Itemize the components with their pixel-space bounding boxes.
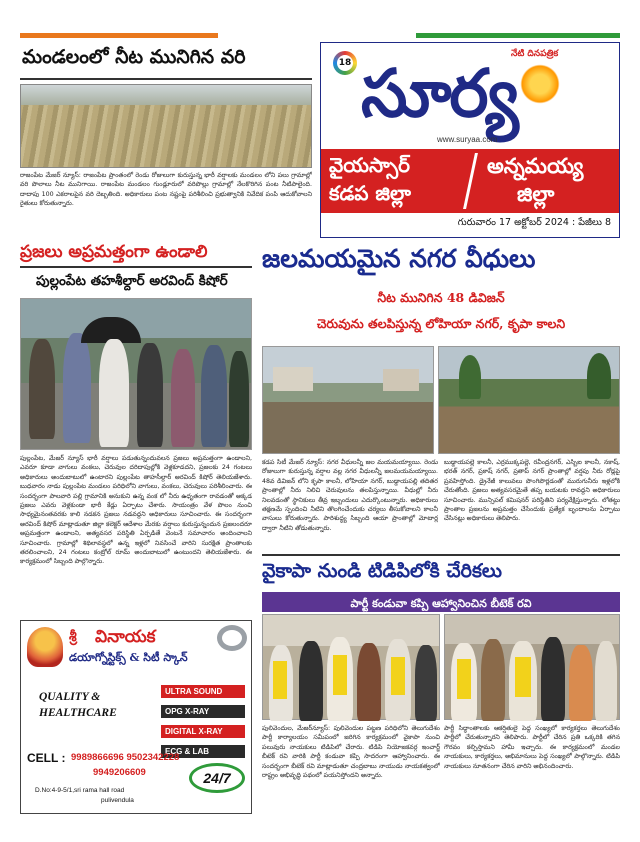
alert-headline-rule bbox=[20, 266, 252, 268]
join-photo-left bbox=[262, 614, 440, 720]
ad-service-digital-xray: DIGITAL X-RAY bbox=[161, 725, 245, 738]
ad-cell-label: CELL : bbox=[27, 751, 66, 765]
city-body-right: బుడ్డాయపల్లె కాలనీ, ఎర్రముక్కపల్లె, రవీంద్రనగర్, ఎస్బిఐ కాలనీ, నకాష్, భరత్ నగర్, ప్రకాష్ నగర్, ప్రతాప్ నగర్ ప్రాంతాల్లో వర్షపు నీరు రోడ్లపై ప్రవహిస్తోంది. డ్రైనేజీ కాలువలు పొంగిపొర్లడంతో మురుగునీరు ఇళ్లలోకి చేరుతోంది. ప్రజలు అత్యవసరమైతే తప్ప బయటకు రావద్దని అధికారులు సూచించారు. మున్సిపల్ కమిషనర్ పరిస్థితిని పర్యవేక్షిస్తున్నారు. లోతట్టు ప్రాంతాల ప్రజలను అప్రమత్తం చేసేందుకు ప్రత్యేక బృందాలను ఏర్పాటు చేసినట్లు అధికారులు తెలిపారు. bbox=[444, 459, 620, 523]
ad-phones-2: 9949206609 bbox=[93, 767, 146, 778]
join-photo-right bbox=[444, 614, 620, 720]
masthead-url: www.suryaa.com bbox=[437, 135, 498, 144]
masthead bbox=[320, 42, 620, 238]
ad-brand-name: వినాయక bbox=[95, 627, 156, 647]
edition-divider bbox=[463, 153, 478, 209]
ad-service-opg: OPG X-RAY bbox=[161, 705, 245, 718]
ad-phones-1: 9989866696 9502342228 bbox=[71, 752, 180, 763]
join-body-right: పార్టీ సిద్ధాంతాలకు ఆకర్షితులై పెద్ద సంఖ్యలో కార్యకర్తలు తెలుగుదేశం పార్టీలో చేరుతున్నారని తెలిపారు. పార్టీలో చేరిన ప్రతి ఒక్కరికి తగిన గౌరవం కల్పిస్తామని హామీ ఇచ్చారు. ఈ కార్యక్రమంలో మండల నాయకులు, కార్యకర్తలు, అభిమానులు పెద్ద సంఖ్యలో పాల్గొన్నారు. టిడిపి నాయకులు నూతనంగా చేరిన వారిని అభినందించారు. bbox=[444, 725, 620, 770]
ad-address-1: D.No:4-9-5/1,sri rama hall road bbox=[35, 787, 125, 794]
city-subhead-2: చెరువును తలపిస్తున్న లోహియా నగర్, కృపా కాలని bbox=[316, 316, 566, 331]
ad-brand-prefix: శ్రీ bbox=[69, 629, 77, 645]
masthead-title: సూర్య bbox=[361, 54, 517, 132]
ad-services bbox=[161, 679, 245, 759]
edition-left-2: కడప జిల్లా bbox=[329, 181, 411, 205]
flood-story bbox=[20, 42, 312, 212]
city-body-left: కడప సిటీ మేజర్ న్యూస్: నగర వీధులన్నీ జల మయమయ్యాయి. రెండు రోజులుగా కురుస్తున్న వర్షాల వల్ల నగర వీధులన్నీ జలమయమయ్యాయి. 48వ డివిజన్ లోని కృపా కాలనీ, లోహియా నగర్, బుడ్డాయపల్లి తదితర ప్రాంతాల్లో నీరు నిలిచి చెరువులను తలపిస్తున్నాయి. వీధుల్లో నీరు నిలవడంతో స్థానికులు తీవ్ర ఇబ్బందులు ఎదుర్కొంటున్నారు. అధికారులు తక్షణమే స్పందించి నీటిని తొలగించేందుకు చర్యలు తీసుకోవాలని కాలనీ వాసులు కోరుతున్నారు. పారిశుద్ధ్య సిబ్బంది ఆయా ప్రాంతాల్లో మోటార్ల ద్వారా నీటిని తోడుతున్నారు. bbox=[262, 459, 438, 532]
sun-logo-icon bbox=[517, 61, 563, 107]
ad-slogan-1: QUALITY & bbox=[39, 691, 101, 703]
alert-subhead: పుల్లంపేట తహశీల్దార్ అరవింద్ కిషోర్ bbox=[36, 273, 228, 289]
city-photo-left bbox=[262, 346, 434, 454]
ganesha-icon bbox=[27, 627, 63, 667]
join-headline: వైకాపా నుండి టిడిపిలోకి చేరికలు bbox=[262, 560, 502, 582]
edition-right-2: జిల్లా bbox=[517, 181, 555, 206]
edition-band bbox=[321, 149, 619, 213]
alert-headline: ప్రజలు అప్రమత్తంగా ఉండాలి bbox=[20, 242, 208, 262]
city-subhead-1: నీట మునిగిన 48 డివిజన్ bbox=[377, 290, 505, 305]
join-banner bbox=[262, 592, 620, 612]
city-bottom-rule bbox=[262, 554, 620, 556]
alert-body: పుల్లంపేట, మేజర్ న్యూస్ భారీ వర్షాలు పడుతున్నందువలన ప్రజలు అప్రమత్తంగా ఉండాలని, ఎవరూ కూడా వాగులు వంకలు, చెరువుల దరిదాపుల్లోకి వెళ్లకూడదని, ప్రజలకు 24 గంటలు అధికారులు అందుబాటులో ఉంటారని పుల్లంపేట తాహసీల్దార్ అరవింద్ కిషోర్ తెలియజేశారు. బుధవారం నాడు పుల్లంపేట మండలం పరిధిలోని వాగులు, వంకలు, చెరువులు పరిశీలించారు. ఈ సందర్భంగా పాలవారి పల్లి గ్రామానికి అనుకుని ఉన్న వంక లో నీరు ఉధృతంగా రావడంతో అక్కడ ప్రజలు ఎవరు వెళ్లకుండా భారీ కేడ్లు ఏర్పాటు చేశారు. సాయంత్రం వేళ పొలం నుంచి సాధ్యమైనంతవరకు కాలి నడకన ప్రజలు నడవద్దని అధికారులు సూచించారు. ఈ సందర్భంగా అరవింద్ కిషోర్ మాట్లాడుతూ జిల్లా కలెక్టర్ ఆదేశాల మేరకు వర్షాలు కురుస్తున్నందున ప్రజలందరూ అప్రమత్తంగా ఉండాలని, అత్యవసర పరిస్థితి ఏర్పడితే వెంటనే సమాచారం అందించాలని సూచించారు. గ్రామాల్లో శిథిలావస్థలో ఉన్న ఇళ్లలో నివసించే వారిని సురక్షిత ప్రాంతాలకు తరలించాలని, 24 గంటలు కంట్రోల్ రూమ్ అందుబాటులో ఉంటుందని తెలియజేశారు. ఈ కార్యక్రమంలో సిబ్బంది పాల్గొన్నారు. bbox=[20, 455, 252, 566]
diagnostics-ad bbox=[20, 620, 252, 814]
top-color-rule bbox=[20, 33, 620, 38]
join-body-left: పులివెందుల, మేజర్‌న్యూస్: పులివెందుల పట్టణ పరిధిలోని తెలుగుదేశం పార్టీ కార్యాలయం సమీపంలో జరిగిన కార్యక్రమంలో వైకాపా నుంచి పలువురు నాయకులు టిడిపిలో చేరారు. టిడిపి నియోజకవర్గ ఇంచార్జ్ బీటెక్ రవి వారికి పార్టీ కండువా కప్పి సాదరంగా ఆహ్వానించారు. ఈ సందర్భంగా బీటెక్ రవి మాట్లాడుతూ చంద్రబాబు నాయుడు నాయకత్వంలో రాష్ట్రం అభివృద్ధి పథంలో పయనిస్తోందని అన్నారు. bbox=[262, 725, 440, 780]
anniversary-badge bbox=[333, 51, 357, 75]
city-photo-right bbox=[438, 346, 620, 454]
masthead-tagline: నేటి దినపత్రిక bbox=[511, 49, 559, 59]
flood-headline: మండలంలో నీట మునిగిన వరి bbox=[20, 42, 312, 80]
scanner-icon bbox=[217, 625, 247, 651]
ad-slogan-2: HEALTHCARE bbox=[39, 707, 117, 719]
ad-brand-sub: డయాగ్నోస్టిక్స్ & సిటీ స్కాన్ bbox=[69, 651, 188, 664]
ad-247-text: 24/7 bbox=[203, 770, 231, 786]
ad-247-badge bbox=[189, 763, 245, 793]
ad-service-ultrasound: ULTRA SOUND bbox=[161, 685, 245, 698]
dateline: గురువారం 17 అక్టోబర్ 2024 : పేజీలు 8 bbox=[457, 217, 611, 228]
flood-photo bbox=[20, 84, 312, 168]
alert-photo bbox=[20, 298, 252, 450]
anniversary-number: 18 bbox=[337, 55, 353, 71]
ad-service-ecg: ECG & LAB bbox=[161, 745, 245, 758]
edition-right-1: అన్నమయ్య bbox=[487, 153, 584, 178]
ad-address-2: pulivendula bbox=[101, 797, 134, 804]
city-headline: జలమయమైన నగర వీధులు bbox=[262, 244, 536, 273]
join-banner-text: పార్టీ కండువా కప్పి ఆహ్వానించిన బీటెక్ రవి bbox=[350, 597, 532, 610]
edition-left-1: వైయస్సార్ bbox=[329, 153, 410, 177]
flood-body: రాజంపేట మేజర్ న్యూస్: రాజంపేట ప్రాంతంలో రెండు రోజులుగా కురుస్తున్న భారీ వర్షాలకు మండలం లోని పలు గ్రామాల్లో వరి పొలాలు నీట మునిగాయి. రాజంపేట మండలం గుండ్లూరులో వరిపొల్లు గ్రామాల్లో నేలకొరిగిన పంట నీటిపాలైంది. దాదాపు 100 ఎకరాలపైన వరి దెబ్బతింది. అధికారులు పంట నష్టంపై పరిశీలించి ప్రభుత్వానికి నివేదిక పంపి ఆదుకోవాలని రైతులు కోరుతున్నారు. bbox=[20, 172, 312, 207]
